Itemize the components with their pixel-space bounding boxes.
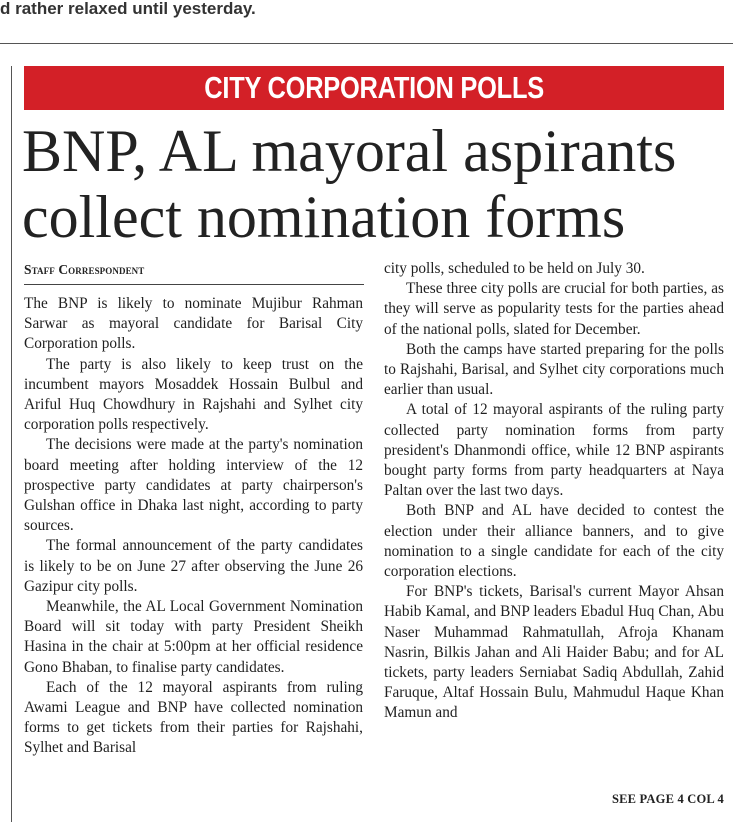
previous-article-snippet: d rather relaxed until yesterday. xyxy=(0,0,256,18)
section-banner-label: CITY CORPORATION POLLS xyxy=(204,70,544,105)
paragraph: For BNP's tickets, Barisal's current Mayor Ahsan Habib Kamal, and BNP leaders Ebadul Huq Chan, Abu Naser Muhammad Rahmatullah, Afroja Khanam Nasrin, Bilkis Jahan and Ali Haider Babu; and for AL tickets, party leaders Serniabat Sadiq Abdullah, Zahid Faruque, Altaf Hossain Bulu, Mahmudul Haque Khan Mamun and xyxy=(384,583,724,722)
paragraph: The formal announcement of the party candidates is likely to be on June 27 after observing the June 26 Gazipur city polls. xyxy=(24,537,363,595)
paragraph-continued: city polls, scheduled to be held on July 30. xyxy=(384,260,645,277)
paragraph: These three city polls are crucial for both parties, as they will serve as popularity tests for the parties ahead of the national polls, slated for December. xyxy=(384,280,724,338)
section-banner xyxy=(24,66,724,110)
paragraph: The party is also likely to keep trust on the incumbent mayors Mosaddek Hossain Bulbul and Ariful Huq Chowdhury in Rajshahi and Sylhet city corporation polls respectively. xyxy=(24,355,363,434)
paragraph: Meanwhile, the AL Local Government Nomination Board will sit today with party President Sheikh Hasina in the chair at 5:00pm at her official residence Gono Bhaban, to finalise party candidates. xyxy=(24,598,363,676)
article-column-2 xyxy=(384,259,724,724)
paragraph: The BNP is likely to nominate Mujibur Rahman Sarwar as mayoral candidate for Barisal City Corporation polls. xyxy=(24,295,363,353)
headline-line-1: BNP, AL mayoral aspirants xyxy=(22,118,677,184)
top-divider xyxy=(0,43,733,44)
paragraph: The decisions were made at the party's nomination board meeting after holding interview of the 12 prospective party candidates at party chairperson's Gulshan office in Dhaka last night, according to party sources. xyxy=(24,436,363,535)
continuation-jump-line: SEE PAGE 4 COL 4 xyxy=(611,792,724,806)
article-headline xyxy=(22,118,728,250)
left-column-divider xyxy=(11,66,12,822)
article-column-1 xyxy=(24,294,363,759)
paragraph: Both the camps have started preparing for the polls to Rajshahi, Barisal, and Sylhet city corporations much earlier than usual. xyxy=(384,340,724,399)
byline-divider xyxy=(24,284,364,285)
paragraph: Both BNP and AL have decided to contest the election under their alliance banners, and to give nomination to a single candidate for each of the city corporation elections. xyxy=(384,502,724,581)
byline: Staff Correspondent xyxy=(24,262,145,277)
paragraph: A total of 12 mayoral aspirants of the ruling party collected party nomination forms from party president's Dhanmondi office, while 12 BNP aspirants bought party forms from party headquarters at Naya Paltan over the last two days. xyxy=(384,401,724,500)
headline-line-2: collect nomination forms xyxy=(22,184,626,250)
paragraph: Each of the 12 mayoral aspirants from ruling Awami League and BNP have collected nomination forms to get tickets from their parties for Rajshahi, Sylhet and Barisal xyxy=(24,678,363,757)
